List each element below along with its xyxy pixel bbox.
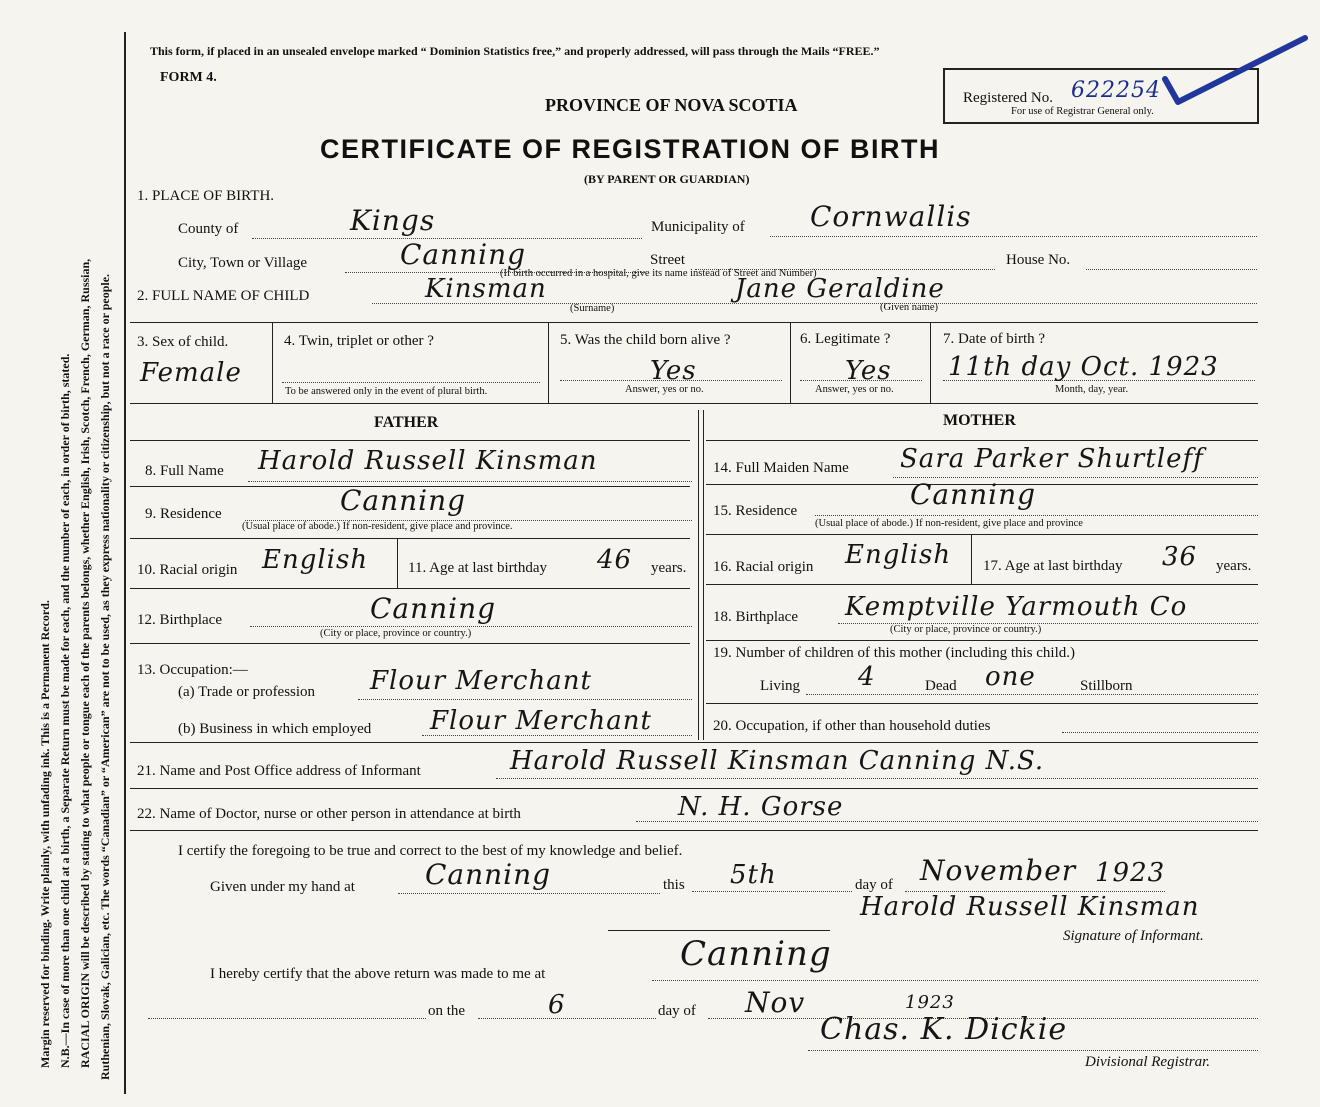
divider — [790, 322, 791, 403]
twin-label: 4. Twin, triplet or other ? — [284, 333, 434, 349]
divider — [930, 322, 931, 403]
doctor-label: 22. Name of Doctor, nurse or other person in attendance at birth — [137, 806, 521, 822]
child-surname-value: Kinsman — [425, 274, 547, 304]
registrar-note: For use of Registrar General only. — [1011, 106, 1154, 117]
row-rule — [706, 534, 1258, 535]
legitimate-label: 6. Legitimate ? — [800, 331, 891, 347]
registrar-place-line — [652, 980, 1258, 981]
this-line — [692, 891, 852, 892]
margin-note-4: Ruthenian, Slovak, Galician, etc. The words “Canadian” or “American” are not to be used, as they express nationality or citizenship, but not a race or people. — [98, 273, 112, 1080]
place-of-birth-label: 1. PLACE OF BIRTH. — [137, 188, 275, 204]
father-trade-label: (a) Trade or profession — [178, 684, 316, 700]
mother-age-value: 36 — [1162, 542, 1198, 572]
parents-divider — [698, 410, 699, 740]
divider — [397, 538, 398, 588]
divider — [272, 322, 273, 403]
row-rule — [130, 788, 1258, 789]
legitimate-caption: Answer, yes or no. — [815, 384, 894, 395]
sex-label: 3. Sex of child. — [137, 334, 229, 350]
given-name-caption: (Given name) — [880, 302, 939, 313]
registrar-statement: I hereby certify that the above return was made to me at — [210, 966, 546, 982]
row-rule — [130, 830, 1258, 831]
registrar-caption: Divisional Registrar. — [1085, 1054, 1211, 1070]
father-name-line — [248, 481, 692, 482]
city-value: Canning — [400, 238, 527, 271]
house-no-label: House No. — [1006, 252, 1071, 268]
year2-value: 1923 — [905, 992, 955, 1013]
registrar-place-value: Canning — [680, 934, 832, 974]
informant-signature-caption: Signature of Informant. — [1063, 928, 1204, 944]
date-of-birth-label: 7. Date of birth ? — [943, 331, 1046, 347]
on-day-line — [478, 1018, 656, 1019]
father-name-label: 8. Full Name — [145, 463, 224, 479]
father-residence-note: (Usual place of abode.) If non-resident, give place and province. — [242, 521, 513, 532]
municipality-line — [770, 236, 1257, 237]
twin-note: To be answered only in the event of plural birth. — [285, 386, 488, 397]
father-birthplace-note: (City or place, province or country.) — [320, 628, 472, 639]
county-label: County of — [178, 221, 239, 237]
mother-birthplace-label: 18. Birthplace — [713, 609, 798, 625]
informant-label: 21. Name and Post Office address of Informant — [137, 763, 421, 779]
stillborn-label: Stillborn — [1080, 678, 1133, 694]
month-value: November — [920, 854, 1077, 887]
mother-age-unit: years. — [1216, 558, 1252, 574]
margin-note-3: RACIAL ORIGIN will be described by stating to what people or tongue each of the parents belongs, whether English, Irish, Scotch, French, German, Russian, — [78, 258, 92, 1068]
father-age-unit: years. — [651, 560, 687, 576]
margin-note-1: Margin reserved for binding. Write plainly, with unfading ink. This is a Permanent Record. — [38, 600, 52, 1068]
house-no-line — [1086, 269, 1257, 270]
this-label: this — [663, 877, 685, 893]
father-residence-value: Canning — [340, 484, 467, 517]
form-number: FORM 4. — [160, 70, 217, 85]
mother-occupation-label: 20. Occupation, if other than household duties — [713, 718, 991, 734]
year-value: 1923 — [1095, 858, 1166, 888]
registered-number: 622254 — [1071, 78, 1161, 103]
legitimate-value: Yes — [845, 356, 892, 386]
sex-value: Female — [140, 358, 242, 388]
father-heading: FATHER — [374, 414, 439, 431]
date-of-birth-value: 11th day Oct. 1923 — [948, 352, 1219, 382]
informant-value: Harold Russell Kinsman Canning N.S. — [510, 746, 1045, 776]
father-race-label: 10. Racial origin — [137, 562, 238, 578]
twin-line — [282, 382, 540, 383]
father-trade-value: Flour Merchant — [370, 666, 592, 696]
father-birthplace-label: 12. Birthplace — [137, 612, 222, 628]
certificate-subtitle: (BY PARENT OR GUARDIAN) — [584, 172, 750, 186]
mother-birthplace-value: Kemptville Yarmouth Co — [845, 592, 1188, 622]
dead-value: one — [985, 662, 1036, 692]
divider — [548, 322, 549, 403]
mother-heading: MOTHER — [943, 412, 1016, 429]
mail-notice: This form, if placed in an unsealed envelope marked “ Dominion Statistics free,” and properly addressed, will pass through the Mails “FREE.” — [150, 44, 880, 58]
municipality-value: Cornwallis — [810, 200, 972, 233]
mother-heading-rule — [706, 440, 1258, 441]
row-rule — [130, 643, 690, 644]
parents-divider — [703, 410, 704, 740]
father-residence-label: 9. Residence — [145, 506, 222, 522]
row-rule — [130, 588, 690, 589]
registration-check-mark-icon — [1160, 34, 1310, 114]
father-birthplace-line — [250, 626, 692, 627]
dead-label: Dead — [925, 678, 957, 694]
divider — [971, 534, 972, 584]
mother-birthplace-note: (City or place, province or country.) — [890, 624, 1042, 635]
province-heading: PROVINCE OF NOVA SCOTIA — [545, 95, 798, 115]
living-label: Living — [760, 678, 800, 694]
born-alive-label: 5. Was the child born alive ? — [560, 332, 731, 348]
hospital-note: (If birth occurred in a hospital, give its name instead of Street and Number) — [500, 268, 817, 279]
day-of-label: day of — [855, 877, 893, 893]
mother-name-label: 14. Full Maiden Name — [713, 460, 849, 476]
child-details-top-rule — [130, 322, 1258, 323]
on-day-value: 6 — [548, 990, 566, 1020]
children-line — [806, 694, 1258, 695]
date-of-birth-caption: Month, day, year. — [1055, 384, 1129, 395]
mother-residence-value: Canning — [910, 478, 1037, 511]
margin-note-2: N.B.—In case of more than one child at a birth, a Separate Return must be made for each, and the number of each, in order of birth, stated. — [58, 353, 72, 1068]
month2-value: Nov — [745, 986, 806, 1019]
row-rule — [706, 584, 1258, 585]
child-name-label: 2. FULL NAME OF CHILD — [137, 288, 310, 304]
doctor-value: N. H. Gorse — [678, 792, 844, 822]
living-value: 4 — [858, 662, 876, 692]
registered-label: Registered No. — [963, 90, 1053, 106]
on-the-lead-line — [148, 1018, 426, 1019]
given-under-label: Given under my hand at — [210, 879, 355, 895]
mother-name-value: Sara Parker Shurtleff — [900, 444, 1204, 474]
father-business-value: Flour Merchant — [430, 706, 652, 736]
mother-residence-line — [815, 515, 1258, 516]
born-alive-caption: Answer, yes or no. — [625, 384, 704, 395]
registrar-signature: Chas. K. Dickie — [820, 1012, 1068, 1047]
mother-age-label: 17. Age at last birthday — [983, 558, 1123, 574]
surname-caption: (Surname) — [570, 303, 615, 314]
registrar-signature-line — [808, 1050, 1258, 1051]
on-the-label: on the — [428, 1003, 466, 1019]
father-race-value: English — [262, 545, 369, 575]
child-details-bottom-rule — [130, 403, 1258, 404]
margin-rule — [124, 32, 126, 1094]
parents-bottom-rule — [130, 742, 1258, 743]
mother-race-value: English — [845, 540, 952, 570]
father-trade-line — [358, 699, 692, 700]
father-birthplace-value: Canning — [370, 592, 497, 625]
signature-rule — [608, 930, 830, 931]
row-rule — [130, 538, 690, 539]
father-heading-rule — [130, 440, 690, 441]
certification-statement: I certify the foregoing to be true and correct to the best of my knowledge and belief. — [178, 843, 683, 859]
county-value: Kings — [350, 204, 436, 237]
mother-residence-note: (Usual place of abode.) If non-resident, give place and province — [815, 518, 1083, 529]
day-of2-label: day of — [658, 1003, 696, 1019]
mother-children-label: 19. Number of children of this mother (including this child.) — [713, 645, 1076, 661]
father-occupation-label: 13. Occupation:— — [137, 662, 248, 678]
given-place-value: Canning — [425, 858, 552, 891]
this-value: 5th — [730, 860, 777, 890]
mother-race-label: 16. Racial origin — [713, 559, 814, 575]
municipality-label: Municipality of — [651, 219, 745, 235]
father-business-label: (b) Business in which employed — [178, 721, 372, 737]
given-place-line — [398, 893, 660, 894]
born-alive-value: Yes — [650, 356, 697, 386]
street-label: Street — [650, 252, 685, 268]
row-rule — [706, 703, 1258, 704]
city-label: City, Town or Village — [178, 255, 308, 271]
mother-occupation-line — [1062, 732, 1258, 733]
child-given-value: Jane Geraldine — [735, 274, 945, 304]
certificate-title: CERTIFICATE OF REGISTRATION OF BIRTH — [320, 134, 940, 164]
father-age-label: 11. Age at last birthday — [408, 560, 547, 576]
father-age-value: 46 — [597, 545, 633, 575]
mother-residence-label: 15. Residence — [713, 503, 798, 519]
row-rule — [706, 640, 1258, 641]
father-name-value: Harold Russell Kinsman — [258, 446, 598, 476]
informant-line — [496, 778, 1258, 779]
informant-signature: Harold Russell Kinsman — [860, 892, 1200, 922]
